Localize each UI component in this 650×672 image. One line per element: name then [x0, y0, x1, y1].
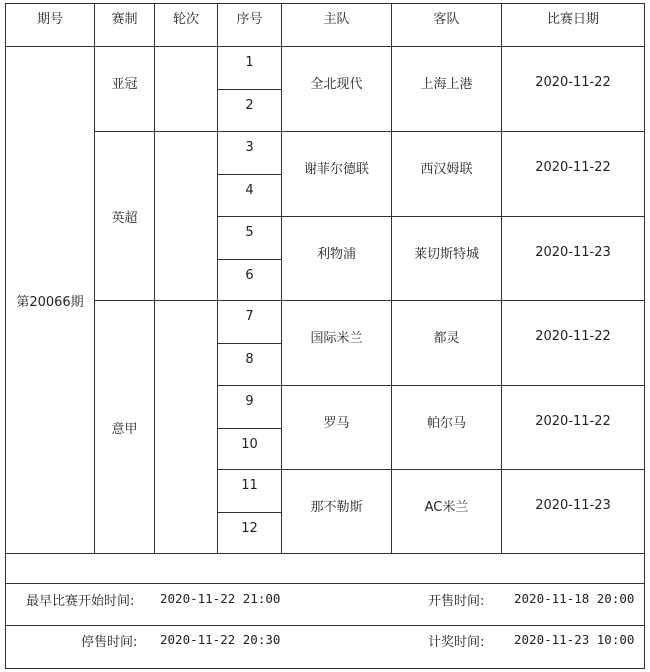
header-issue: 期号 [5, 3, 95, 47]
competition-cell: 亚冠 [94, 46, 155, 132]
home-team-cell: 谢菲尔德联 [281, 131, 392, 217]
issue-cell: 第20066期 [5, 46, 95, 554]
seq-cell: 6 [217, 259, 282, 301]
sale-stop-label: 停售时间: [81, 635, 138, 650]
seq-cell: 10 [217, 428, 282, 470]
header-seq: 序号 [217, 3, 282, 47]
home-team-cell: 罗马 [281, 385, 392, 470]
away-team-cell: 西汉姆联 [391, 131, 502, 217]
round-cell [154, 300, 218, 554]
seq-cell: 5 [217, 216, 282, 260]
seq-cell: 3 [217, 131, 282, 175]
sale-stop-value: 2020-11-22 20:30 [160, 632, 281, 647]
match-date-cell: 2020-11-22 [501, 131, 645, 217]
seq-cell: 2 [217, 89, 282, 132]
seq-cell: 7 [217, 300, 282, 344]
spacer-row [5, 553, 645, 584]
match-date-cell: 2020-11-23 [501, 469, 645, 554]
home-team-cell: 那不勒斯 [281, 469, 392, 554]
away-team-cell: AC米兰 [391, 469, 502, 554]
competition-cell: 英超 [94, 131, 155, 301]
earliest-start-label: 最早比赛开始时间: [26, 594, 135, 609]
round-cell [154, 131, 218, 301]
competition-cell: 意甲 [94, 300, 155, 554]
home-team-cell: 全北现代 [281, 46, 392, 132]
seq-cell: 9 [217, 385, 282, 429]
round-cell [154, 46, 218, 132]
away-team-cell: 帕尔马 [391, 385, 502, 470]
header-round: 轮次 [154, 3, 218, 47]
home-team-cell: 国际米兰 [281, 300, 392, 386]
match-date-cell: 2020-11-23 [501, 216, 645, 301]
seq-cell: 12 [217, 512, 282, 554]
earliest-start-value: 2020-11-22 21:00 [160, 591, 281, 606]
match-date-cell: 2020-11-22 [501, 46, 645, 132]
away-team-cell: 莱切斯特城 [391, 216, 502, 301]
sale-start-label: 开售时间: [428, 594, 485, 609]
seq-cell: 11 [217, 469, 282, 513]
seq-cell: 1 [217, 46, 282, 90]
prize-time-value: 2020-11-23 10:00 [514, 632, 635, 647]
seq-cell: 8 [217, 343, 282, 386]
home-team-cell: 利物浦 [281, 216, 392, 301]
sale-start-value: 2020-11-18 20:00 [514, 591, 635, 606]
header-system: 赛制 [94, 3, 155, 47]
match-date-cell: 2020-11-22 [501, 300, 645, 386]
prize-time-label: 计奖时间: [428, 635, 485, 650]
header-away: 客队 [391, 3, 502, 47]
header-date: 比赛日期 [501, 3, 645, 47]
seq-cell: 4 [217, 174, 282, 217]
match-date-cell: 2020-11-22 [501, 385, 645, 470]
away-team-cell: 上海上港 [391, 46, 502, 132]
away-team-cell: 都灵 [391, 300, 502, 386]
header-home: 主队 [281, 3, 392, 47]
